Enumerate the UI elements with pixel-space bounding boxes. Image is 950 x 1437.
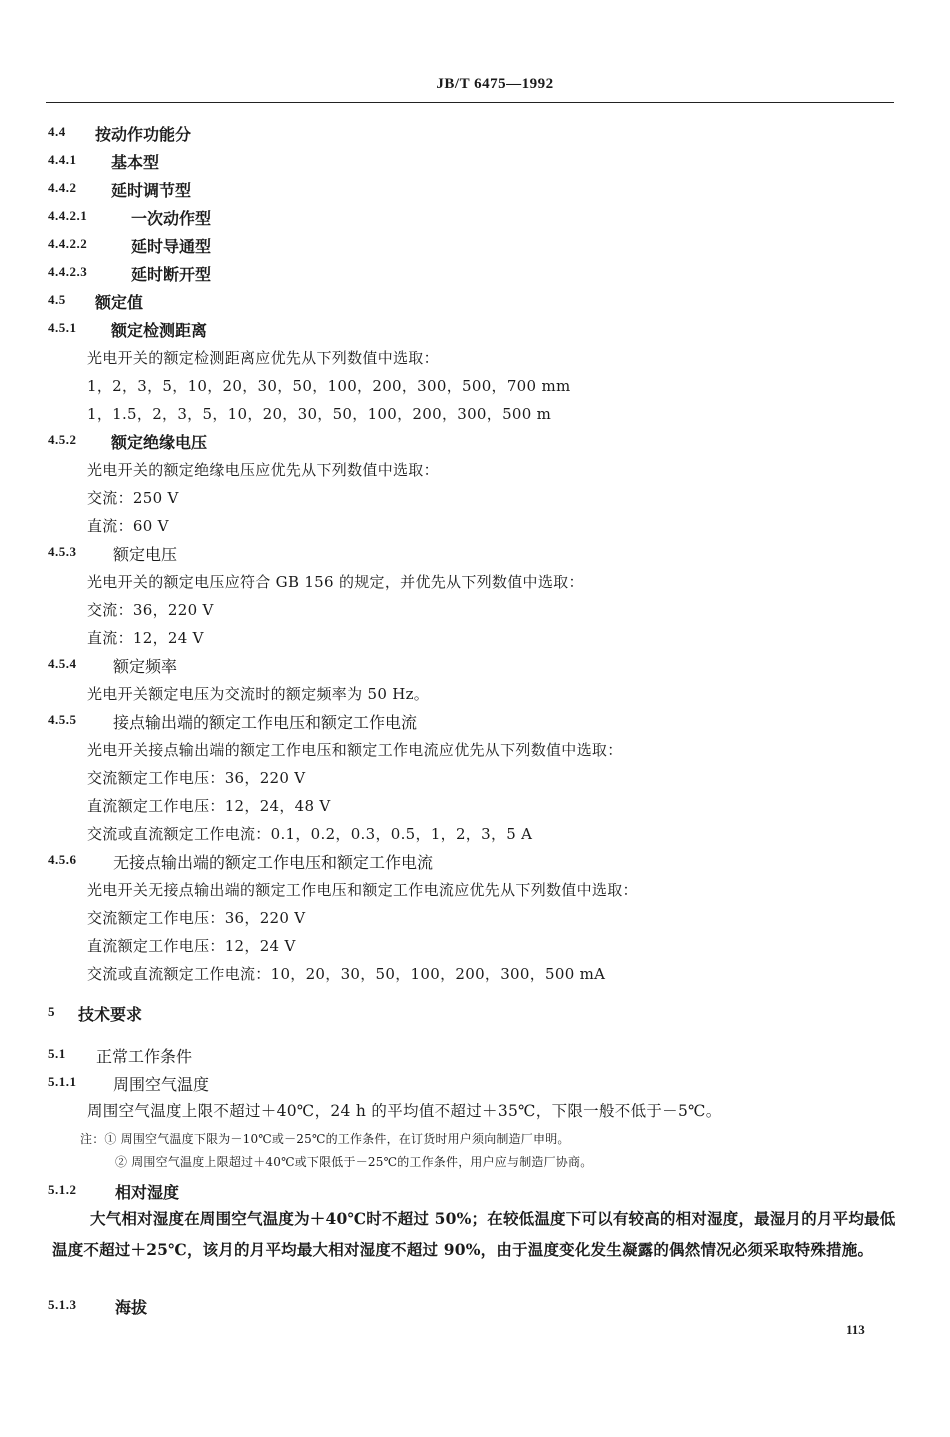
section-number: 5.1.1 [48, 1074, 77, 1089]
body-text: 交流：36，220 V [87, 601, 214, 619]
header-rule [46, 102, 894, 103]
body-text: 直流：12，24 V [87, 629, 204, 647]
section-number: 4.4 [48, 124, 66, 139]
section-number: 5.1.2 [48, 1182, 77, 1197]
body-text: 直流：60 V [87, 517, 169, 535]
section-title: 按动作功能分 [95, 125, 192, 144]
section-number: 4.5.6 [48, 852, 77, 867]
standard-code-header: JB/T 6475—1992 [436, 76, 554, 92]
section-number: 4.4.2 [48, 180, 77, 195]
body-text: 直流额定工作电压：12，24 V [87, 937, 296, 955]
section-number: 4.5.3 [48, 544, 77, 559]
section-title: 额定绝缘电压 [111, 433, 208, 452]
body-text: 光电开关的额定电压应符合 GB 156 的规定，并优先从下列数值中选取： [87, 573, 584, 591]
body-text: 光电开关接点输出端的额定工作电压和额定工作电流应优先从下列数值中选取： [87, 741, 623, 759]
body-text: 光电开关额定电压为交流时的额定频率为 50 Hz。 [87, 685, 430, 703]
section-number: 5.1 [48, 1046, 66, 1061]
page-number: 113 [846, 1322, 865, 1337]
section-number: 4.4.2.1 [48, 208, 88, 223]
section-title: 正常工作条件 [96, 1047, 193, 1066]
section-title: 延时导通型 [131, 237, 212, 256]
section-number: 4.5.1 [48, 320, 77, 335]
chapter-number: 5 [48, 1004, 55, 1019]
section-title: 额定检测距离 [111, 321, 208, 340]
body-text: 直流额定工作电压：12，24，48 V [87, 797, 331, 815]
body-text: 交流：250 V [87, 489, 179, 507]
body-paragraph: 大气相对湿度在周围空气温度为＋40℃时不超过 50%；在较低温度下可以有较高的相对湿度，最湿月的月平均最低温度不超过＋25℃，该月的月平均最大相对湿度不超过 90%，由于温度变化发生凝露的偶然情况必须采取特殊措施。 [52, 1209, 896, 1259]
section-number: 5.1.3 [48, 1297, 77, 1312]
body-text: 交流额定工作电压：36，220 V [87, 909, 306, 927]
body-text: 光电开关的额定检测距离应优先从下列数值中选取： [87, 349, 439, 367]
section-title: 延时调节型 [111, 181, 192, 200]
section-number: 4.5.5 [48, 712, 77, 727]
section-number: 4.5.2 [48, 432, 77, 447]
chapter-title: 技术要求 [78, 1005, 143, 1024]
body-text: 交流或直流额定工作电流：0.1，0.2，0.3，0.5，1，2，3，5 A [87, 825, 533, 843]
body-text: 1，2，3，5，10，20，30，50，100，200，300，500，700 mm [87, 377, 571, 395]
body-text: 光电开关无接点输出端的额定工作电压和额定工作电流应优先从下列数值中选取： [87, 881, 638, 899]
body-text: 1，1.5，2，3，5，10，20，30，50，100，200，300，500 m [87, 405, 552, 423]
section-number: 4.4.2.3 [48, 264, 88, 279]
section-number: 4.4.1 [48, 152, 77, 167]
section-number: 4.5.4 [48, 656, 77, 671]
body-text: 周围空气温度上限不超过＋40℃，24 h 的平均值不超过＋35℃，下限一般不低于－5℃。 [87, 1102, 722, 1120]
section-title: 接点输出端的额定工作电压和额定工作电流 [113, 713, 418, 732]
body-text: 光电开关的额定绝缘电压应优先从下列数值中选取： [87, 461, 439, 479]
section-title: 基本型 [111, 153, 160, 172]
section-title: 周围空气温度 [113, 1075, 210, 1094]
section-title: 海拔 [115, 1298, 148, 1317]
section-title: 无接点输出端的额定工作电压和额定工作电流 [113, 853, 434, 872]
section-title: 额定值 [95, 293, 144, 312]
body-text: 交流或直流额定工作电流：10，20，30，50，100，200，300，500 mA [87, 965, 606, 983]
footnote: ② 周围空气温度上限超过＋40℃或下限低于－25℃的工作条件，用户应与制造厂协商。 [115, 1155, 593, 1169]
section-title: 相对湿度 [115, 1183, 180, 1202]
section-number: 4.5 [48, 292, 66, 307]
section-title: 额定频率 [113, 657, 178, 676]
section-title: 延时断开型 [131, 265, 212, 284]
section-title: 额定电压 [113, 545, 178, 564]
body-text: 交流额定工作电压：36，220 V [87, 769, 306, 787]
footnote: 注：① 周围空气温度下限为－10℃或－25℃的工作条件，在订货时用户须向制造厂申明。 [80, 1132, 570, 1146]
section-number: 4.4.2.2 [48, 236, 88, 251]
section-title: 一次动作型 [131, 209, 212, 228]
